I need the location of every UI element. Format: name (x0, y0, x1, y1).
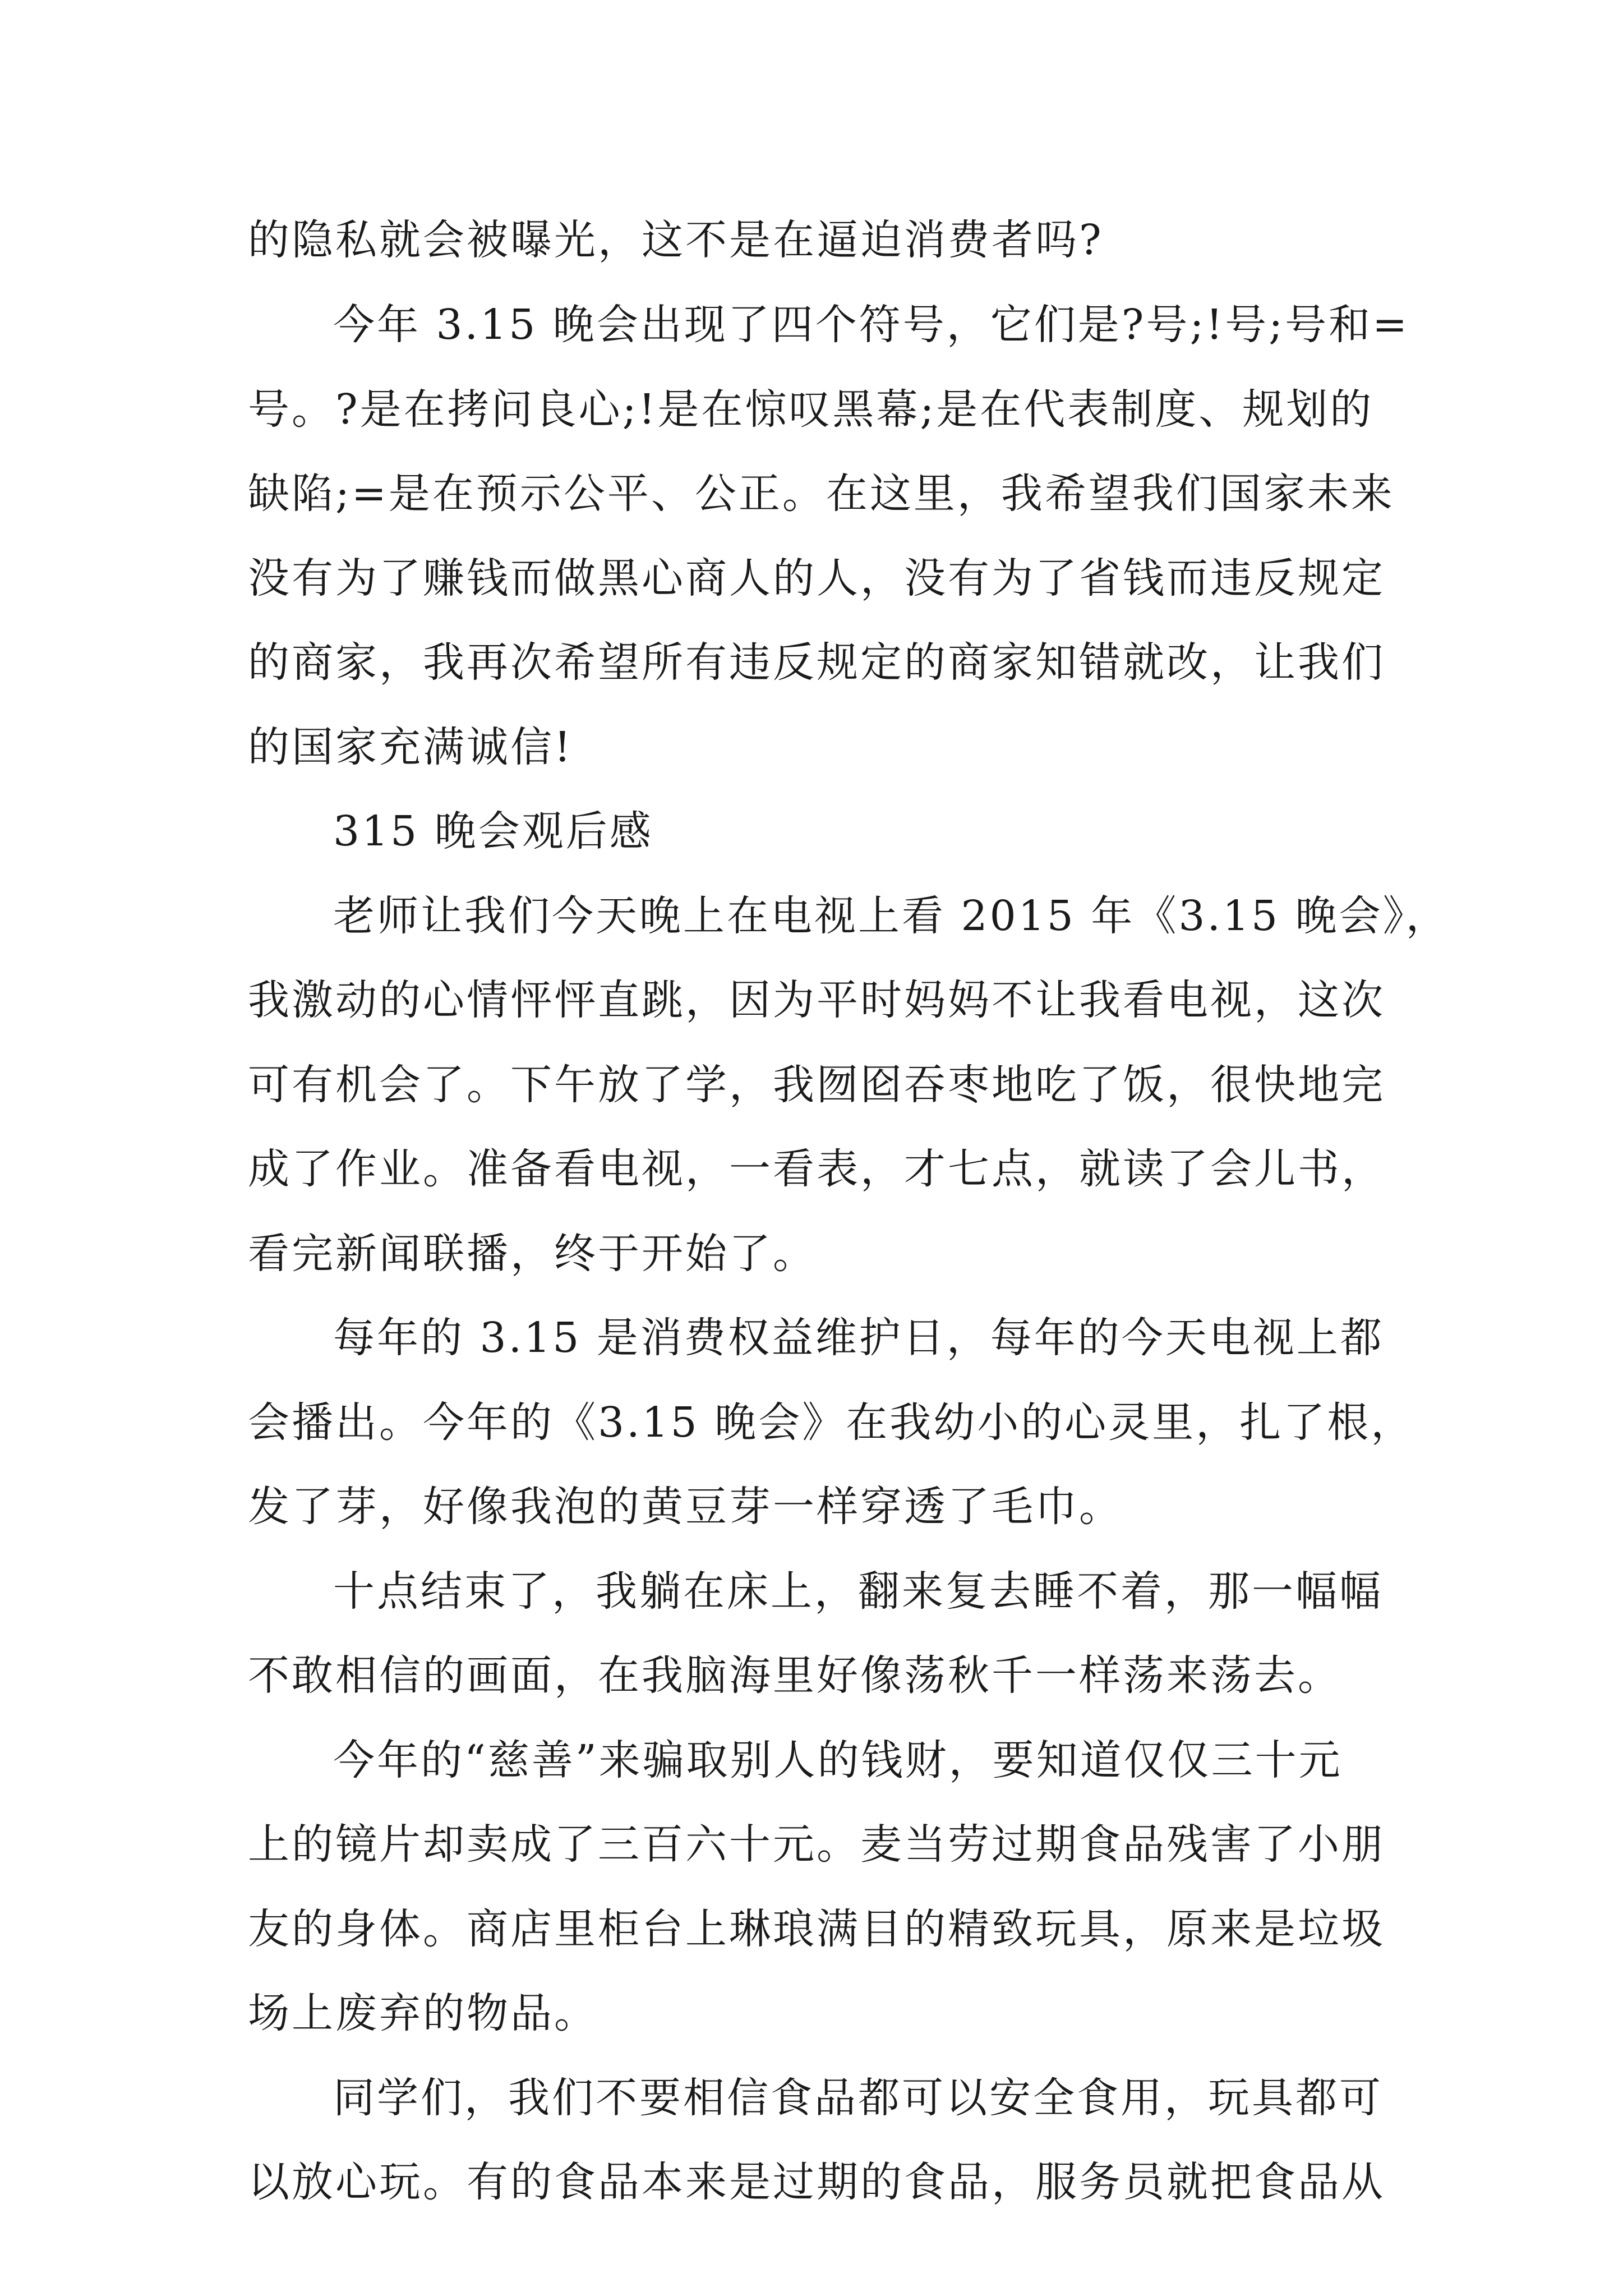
paragraph-line: 友的身体。商店里柜台上琳琅满目的精致玩具，原来是垃圾 (248, 1905, 1385, 1953)
paragraph-line: 可有机会了。下午放了学，我囫囵吞枣地吃了饭，很快地完 (248, 1061, 1385, 1109)
paragraph-line: 会播出。今年的《3.15 晚会》在我幼小的心灵里，扎了根， (248, 1398, 1415, 1447)
paragraph-line: 发了芽，好像我泡的黄豆芽一样穿透了毛巾。 (248, 1483, 1123, 1531)
paragraph-line: 老师让我们今天晚上在电视上看 2015 年《3.15 晚会》， (333, 892, 1450, 940)
paragraph-line: 同学们，我们不要相信食品都可以安全食用，玩具都可 (333, 2074, 1383, 2122)
paragraph-line: 以放心玩。有的食品本来是过期的食品，服务员就把食品从 (248, 2158, 1385, 2206)
paragraph-line: 上的镜片却卖成了三百六十元。麦当劳过期食品残害了小朋 (248, 1820, 1385, 1869)
paragraph-line: 的国家充满诚信! (248, 723, 573, 771)
paragraph-line: 看完新闻联播，终于开始了。 (248, 1230, 817, 1278)
paragraph-line: 缺陷;=是在预示公平、公正。在这里，我希望我们国家未来 (248, 470, 1395, 518)
paragraph-line: 没有为了赚钱而做黑心商人的人，没有为了省钱而违反规定 (248, 554, 1385, 602)
paragraph-line: 的隐私就会被曝光，这不是在逼迫消费者吗? (248, 216, 1104, 264)
paragraph-line: 十点结束了，我躺在床上，翻来复去睡不着，那一幅幅 (333, 1567, 1383, 1616)
paragraph-line: 成了作业。准备看电视，一看表，才七点，就读了会儿书， (248, 1145, 1385, 1193)
paragraph-line: 今年的“慈善”来骗取别人的钱财，要知道仅仅三十元 (333, 1736, 1343, 1784)
paragraph-line: 今年 3.15 晚会出现了四个符号，它们是?号;!号;号和= (333, 301, 1410, 349)
paragraph-line: 每年的 3.15 是消费权益维护日，每年的今天电视上都 (333, 1314, 1384, 1362)
paragraph-line: 号。?是在拷问良心;!是在惊叹黑幕;是在代表制度、规划的 (248, 385, 1374, 434)
paragraph-line: 我激动的心情怦怦直跳，因为平时妈妈不让我看电视，这次 (248, 976, 1385, 1024)
paragraph-line: 场上废弃的物品。 (248, 1989, 598, 2037)
paragraph-line: 的商家，我再次希望所有违反规定的商家知错就改，让我们 (248, 638, 1385, 687)
paragraph-line: 不敢相信的画面，在我脑海里好像荡秋千一样荡来荡去。 (248, 1651, 1341, 1700)
heading-line: 315 晚会观后感 (333, 807, 653, 855)
